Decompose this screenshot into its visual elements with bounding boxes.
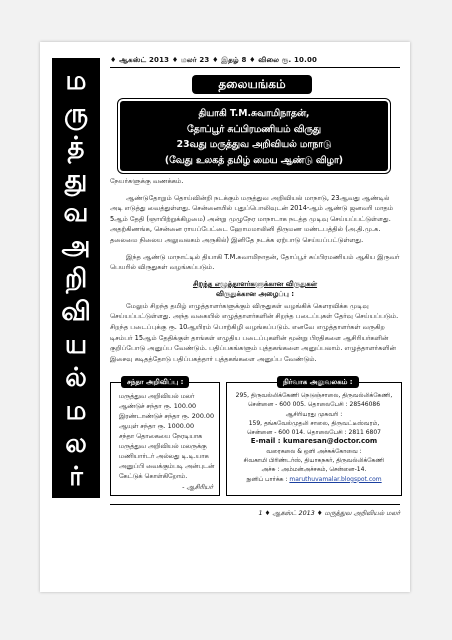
awards-subheading — [110, 279, 400, 299]
section-banner: தலையங்கம் — [192, 75, 312, 94]
paragraph-1: ஆண்டுதோறும் தொய்வின்றி நடக்கும் மருத்துவ அறிவியல் மாநாடு, 23ஆவது ஆண்டில் அடி எடுத்து வைத்துள்ளது. சென்னையில் புதுப்பொலிவுடன் 2014-ஆம் ஆண்டு ஜனவரி மாதம் 5ஆம் தேதி (ஞாயிற்றுக்கிழமை) அன்று முழுநேர மாநாடாக நடத்த முடிவு செய்யப்பட்டுள்ளது. அதற்கிணங்க, சென்னை ராயப்பேட்டை ஹோமமாலினி திருமண மண்டபத்தில் (அ.தி.மு.க. தலைமை நிலைய அலுவலகம் அருகில்) இனிதே நடக்க ஏற்பாடு செய்யப்பட்டுள்ளது. — [110, 193, 394, 244]
subscription-box — [110, 378, 220, 496]
issue-info-line: ♦ ஆகஸ்ட் 2013 ♦ மலர் 23 ♦ இதழ் 8 ♦ விலை ரூ. 10.00 — [110, 56, 318, 64]
office-line: சிவகாமி பிரிண்டர்ஸ், தியாகநகர், திருவல்லிக்கேணி — [243, 457, 385, 465]
masthead-char: வி — [61, 297, 91, 327]
subscription-line: மணியார்டர் அல்லது டி.டி.யாக — [119, 452, 209, 460]
office-lines — [227, 383, 401, 475]
masthead-char: து — [64, 165, 88, 195]
masthead-char: ய — [64, 330, 88, 360]
paragraph-2: இந்த ஆண்டு மாநாட்டில் தியாகி T.M.சுவாமிநாதன், தோப்பூர் சுப்பிரமணியம் ஆகிய இருவர் பெயரில் விருதுகள் வழங்கப்படும். — [110, 252, 400, 272]
subscription-line: அனுப்பி வைக்கும்படி அன்புடன் — [119, 462, 215, 470]
top-rule — [110, 67, 400, 68]
blog-link[interactable]: maruthuvamalar.blogspot.com — [289, 475, 382, 483]
title-line-1: தியாகி T.M.சுவாமிநாதன், — [198, 108, 310, 119]
subscription-line: ஆயுள் சந்தா ரூ. 1000.00 — [119, 422, 195, 430]
awards-subheading-line-1: சிறந்த எழுத்தாளர்களுக்கான விருதுகள் — [192, 279, 318, 288]
masthead-char: ர் — [69, 462, 83, 492]
subscription-sign: - ஆசிரியர் — [182, 483, 213, 491]
editorial-title-box — [120, 101, 388, 171]
office-line: சென்னை - 600 014. தொலைபேசி : 2811 6807 — [247, 429, 381, 437]
page-footer: 1 ♦ ஆகஸ்ட் 2013 ♦ மருத்துவ அறிவியல் மலர் — [110, 504, 400, 518]
subscription-line: இரண்டாண்டுச் சந்தா ரூ. 200.00 — [119, 412, 215, 420]
masthead-char: றி — [64, 264, 88, 294]
masthead-char: ரு — [63, 99, 89, 129]
masthead-char: ம — [65, 396, 87, 426]
office-line: E-mail : kumaresan@doctor.com — [250, 437, 378, 446]
office-line: 295, திருவல்லிக்கேணி நெடுஞ்சாலை, திருவல்லிக்கேணி, — [235, 392, 393, 399]
subscription-lines — [111, 383, 219, 481]
blog-line — [227, 475, 401, 484]
magazine-page — [40, 42, 410, 592]
editorial-body — [110, 176, 400, 370]
subscription-title: சந்தா அறிவிப்பு : — [121, 376, 189, 388]
awards-subheading-line-2: விருதுக்கான அழைப்பு : — [215, 289, 295, 298]
office-line: அச்சு : அம்மன்அச்சகம், சென்னை-14. — [261, 466, 367, 474]
title-line-4: (வேது உலகத் தமிழ் மைய ஆண்டு விழா) — [164, 154, 344, 166]
subscription-line: மருத்துவ அறிவியல் மலருக்கு — [119, 442, 207, 450]
office-line: சென்னை - 600 005. தொலைபேசி : 28546086 — [247, 401, 381, 409]
title-line-2: தோப்பூர் சுப்பிரமணியம் விருது — [187, 123, 321, 135]
subscription-line: ஆண்டுச் சந்தா ரூ. 100.00 — [119, 402, 197, 410]
masthead-char: ம — [65, 66, 87, 96]
masthead-char: வ — [63, 198, 89, 228]
masthead-char: த் — [67, 132, 85, 162]
masthead-char: அ — [61, 231, 91, 261]
office-line: வரைகலை & ஒளி அச்சுக்கோவை : — [266, 447, 362, 455]
office-line: 159, தங்கவேல்முதலி சாலை, திருவட்டீஸ்வரம், — [248, 419, 380, 427]
masthead-char: ல் — [65, 363, 87, 393]
paragraph-3: மேலும் சிறந்த தமிழ் எழுத்தாளர்களுக்கும் விருதுகள் வழங்கிக் கௌரவிக்க முடிவு செய்யப்பட்டுள்ளது. அந்த வகையில் எழுத்தாளர்களின் சிறந்த படைப்புகள் தேர்வு செய்யப்படும். சிறந்த படைப்புக்கு ரூ. 10ஆயிரம் பொற்கிழி வழங்கப்படும். எனவே எழுத்தாளர்கள் வருகிற டிசம்பர் 15ஆம் தேதிக்குள் தாங்கள் எழுதிய படைப்புகளின் மூன்று பிரதிகளை ஆசிரியர்களின் குறிப்போடு அனுப்ப வேண்டும். பதிப்பகங்களும் புத்தகங்களை அனுப்பலாம். எழுத்தாளர்களின் இசைவு கடிதத்தோடு பதிப்பகத்தார் புத்தகங்களை அனுப்ப வேண்டும். — [110, 301, 399, 363]
masthead-vertical-title — [52, 58, 100, 498]
office-box — [226, 378, 402, 496]
subscription-line: கேட்டுக் கொள்கிறோம். — [119, 472, 188, 480]
office-title: நிர்வாக அலுவலகம் : — [277, 376, 359, 388]
blog-label: நுனிப் பார்க்க : — [246, 475, 288, 483]
office-line: ஆசிரியரது முகவரி : — [285, 410, 343, 418]
title-line-3: 23வது மருத்துவ அறிவியல் மாநாடு — [176, 139, 332, 150]
masthead-char: ல — [65, 429, 87, 459]
subscription-line: மருத்துவ அறிவியல் மலர் — [119, 392, 195, 400]
subscription-line: சந்தா தொகையை நேரடியாக — [119, 432, 203, 440]
greeting: நேயர்களுக்கு வணக்கம். — [110, 177, 184, 185]
